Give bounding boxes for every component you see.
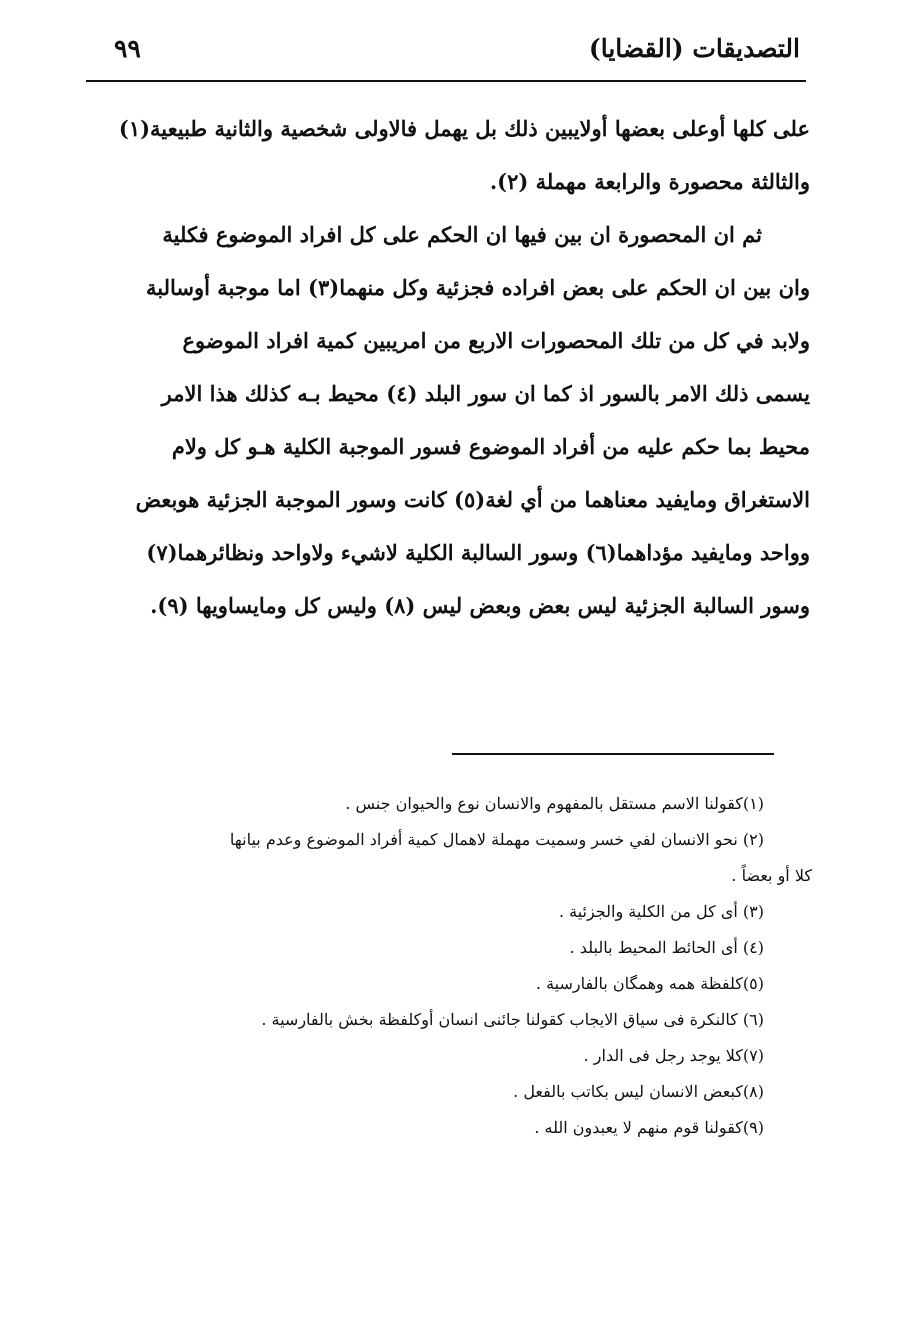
header-rule [86,80,806,82]
footnote-7: (٧)كلا يوجد رجل فى الدار . [583,1046,764,1065]
page-number: ٩٩ [114,34,141,63]
body-line: وسور السالبة الجزئية ليس بعض وبعض ليس (٨) وليس كل ومايساويها (٩). [150,593,810,618]
body-line: ولابد في كل من تلك المحصورات الاربع من امريبين كمية افراد الموضوع [182,328,810,353]
page-header [110,30,800,74]
running-title: التصديقات (القضايا) [588,34,800,63]
main-text [112,102,810,632]
body-line: ثم ان المحصورة ان بين فيها ان الحكم على كل افراد الموضوع فكلية [162,222,762,247]
footnote-1: (١)كقولنا الاسم مستقل بالمفهوم والانسان نوع والحيوان جنس . [345,794,764,813]
footnote-separator [452,753,774,755]
body-line: محيط بما حكم عليه من أفراد الموضوع فسور الموجبة الكلية هـو كل ولام [171,434,810,459]
body-line: وان بين ان الحكم على بعض افراده فجزئية وكل منهما(٣) اما موجبة أوسالبة [145,275,810,300]
footnote-8: (٨)كبعض الانسان ليس بكاتب بالفعل . [513,1082,764,1101]
footnote-3: (٣) أى كل من الكلية والجزئية . [558,902,764,921]
body-line: الاستغراق ومايفيد معناهما من أي لغة(٥) كانت وسور الموجبة الجزئية هوبعض [135,487,810,512]
footnotes [108,786,812,1146]
body-line: والثالثة محصورة والرابعة مهملة (٢). [489,169,810,194]
footnote-5: (٥)كلفظة همه وهمگان بالفارسية . [535,974,764,993]
body-line: يسمى ذلك الامر بالسور اذ كما ان سور البلد (٤) محيط بـه كذلك هذا الامر [161,381,810,406]
body-line: وواحد ومايفيد مؤداهما(٦) وسور السالبة الكلية لاشيء ولاواحد ونظائرهما(٧) [146,540,810,565]
footnote-6: (٦) كالنكرة فى سياق الايجاب كقولنا جائنى انسان أوكلفظة بخش بالفارسية . [261,1010,764,1029]
body-line: على كلها أوعلى بعضها أولايبين ذلك بل يهمل فالاولى شخصية والثانية طبيعية(١) [118,116,810,141]
footnote-2: (٢) نحو الانسان لفي خسر وسميت مهملة لاهمال كمية أفراد الموضوع وعدم بيانها [229,830,764,849]
footnote-2-continuation: كلا أو بعضاً . [731,866,812,885]
footnote-9: (٩)كقولنا قوم منهم لا يعبدون الله . [534,1118,764,1137]
footnote-4: (٤) أى الحائط المحيط بالبلد . [569,938,764,957]
